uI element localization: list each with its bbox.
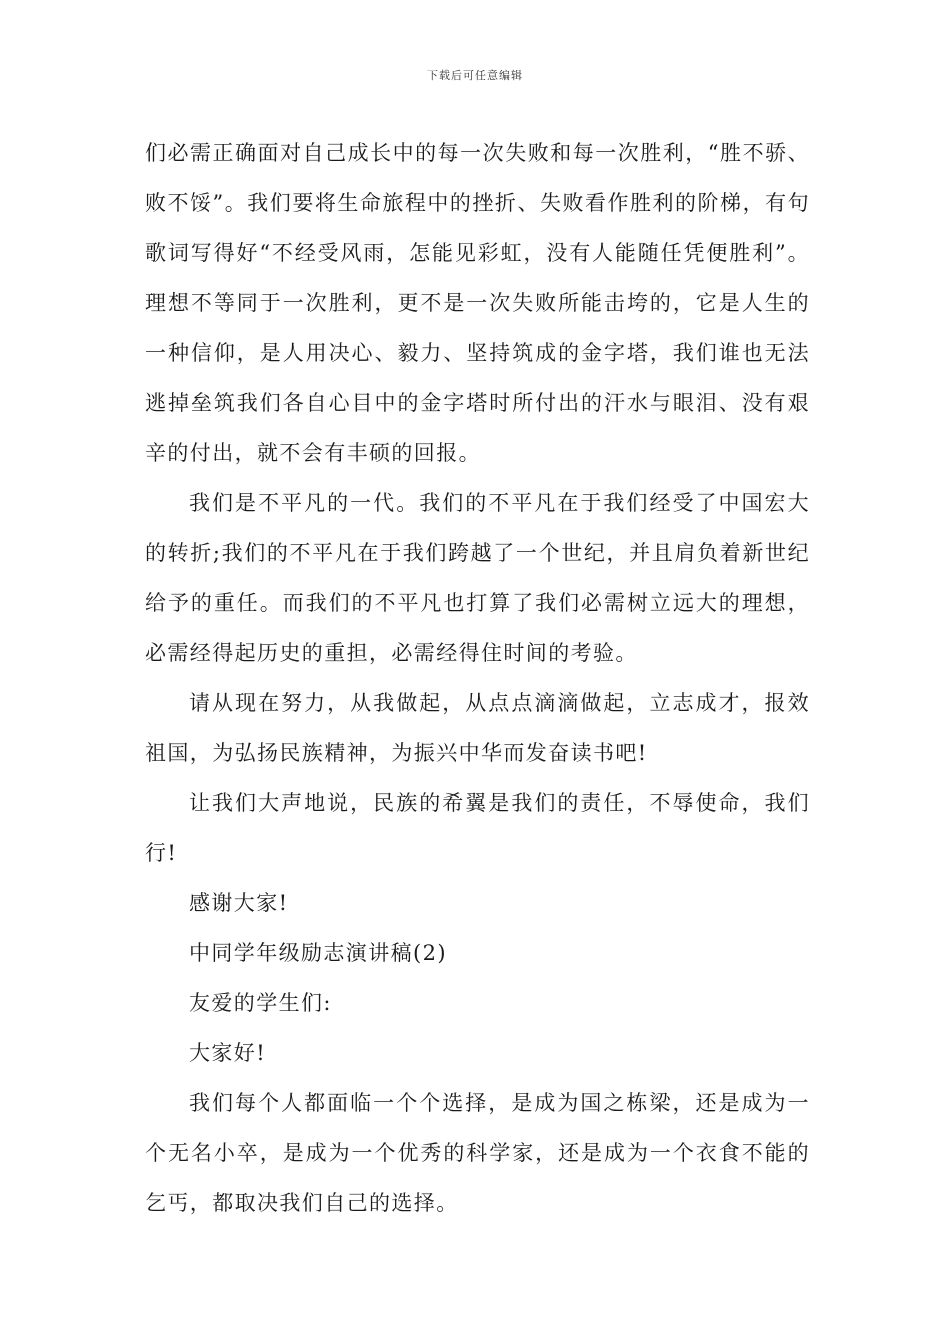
paragraph-choice: 我们每个人都面临一个个选择，是成为国之栋梁，还是成为一个无名小卒，是成为一个优秀的科学家，还是成为一个衣食不能的乞丐，都取决我们自己的选择。 [145, 1091, 810, 1215]
salutation: 友爱的学生们: [189, 991, 332, 1015]
paragraph-call-to-action: 请从现在努力，从我做起，从点点滴滴做起，立志成才，报效祖国，为弘扬民族精神，为振兴中华而发奋读书吧! [145, 691, 810, 765]
paragraph-generation: 我们是不平凡的一代。我们的不平凡在于我们经受了中国宏大的转折;我们的不平凡在于我们跨越了一个世纪，并且肩负着新世纪给予的重任。而我们的不平凡也打算了我们必需树立远大的理想，必需经得起历史的重担，必需经得住时间的考验。 [145, 491, 810, 665]
paragraph-responsibility: 让我们大声地说，民族的希翼是我们的责任，不辱使命，我们行! [145, 791, 810, 865]
section-title: 中同学年级励志演讲稿(2) [189, 941, 447, 965]
paragraph-thanks: 感谢大家! [189, 891, 289, 915]
paragraph-continuation: 们必需正确面对自己成长中的每一次失败和每一次胜利，“胜不骄、败不馁”。我们要将生命旅程中的挫折、失败看作胜利的阶梯，有句歌词写得好“不经受风雨，怎能见彩虹，没有人能随任凭便胜利”。理想不等同于一次胜利，更不是一次失败所能击垮的，它是人生的一种信仰，是人用决心、毅力、坚持筑成的金字塔，我们谁也无法逃掉垒筑我们各自心目中的金字塔时所付出的汗水与眼泪、没有艰辛的付出，就不会有丰硕的回报。 [145, 141, 810, 465]
document-body [145, 128, 810, 1228]
page-header: 下载后可任意编辑 [427, 69, 523, 82]
greeting: 大家好! [189, 1041, 267, 1065]
